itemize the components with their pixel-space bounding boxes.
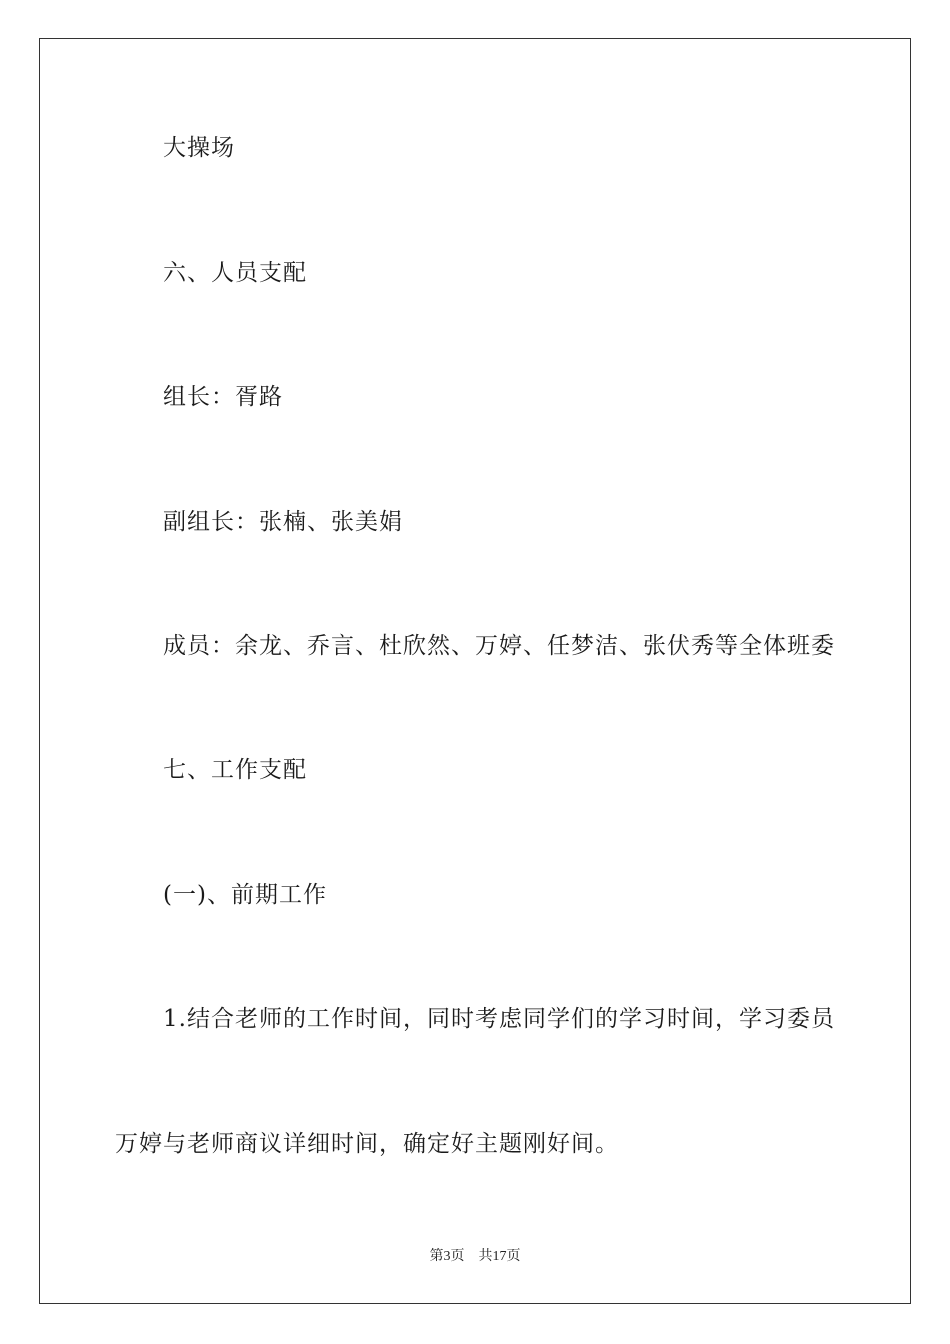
- paragraph-line-1: 1.结合老师的工作时间，同时考虑同学们的学习时间，学习委员: [163, 1006, 835, 1032]
- text-line-deputy-leader: 副组长：张楠、张美娟: [163, 509, 403, 535]
- subsection-heading-preliminary: (一)、前期工作: [163, 882, 327, 908]
- page-number: 第3页: [429, 1249, 465, 1264]
- paragraph-line-2: 万婷与老师商议详细时间，确定好主题刚好间。: [115, 1131, 619, 1157]
- page-total: 共17页: [478, 1249, 521, 1264]
- page-border: [39, 38, 911, 1304]
- section-heading-personnel: 六、人员支配: [163, 260, 307, 286]
- text-line-location: 大操场: [163, 135, 235, 161]
- text-line-members: 成员：余龙、乔言、杜欣然、万婷、任梦洁、张伏秀等全体班委: [163, 633, 835, 659]
- page-footer: [0, 1245, 950, 1265]
- section-heading-work: 七、工作支配: [163, 757, 307, 783]
- text-line-leader: 组长：胥路: [163, 384, 283, 410]
